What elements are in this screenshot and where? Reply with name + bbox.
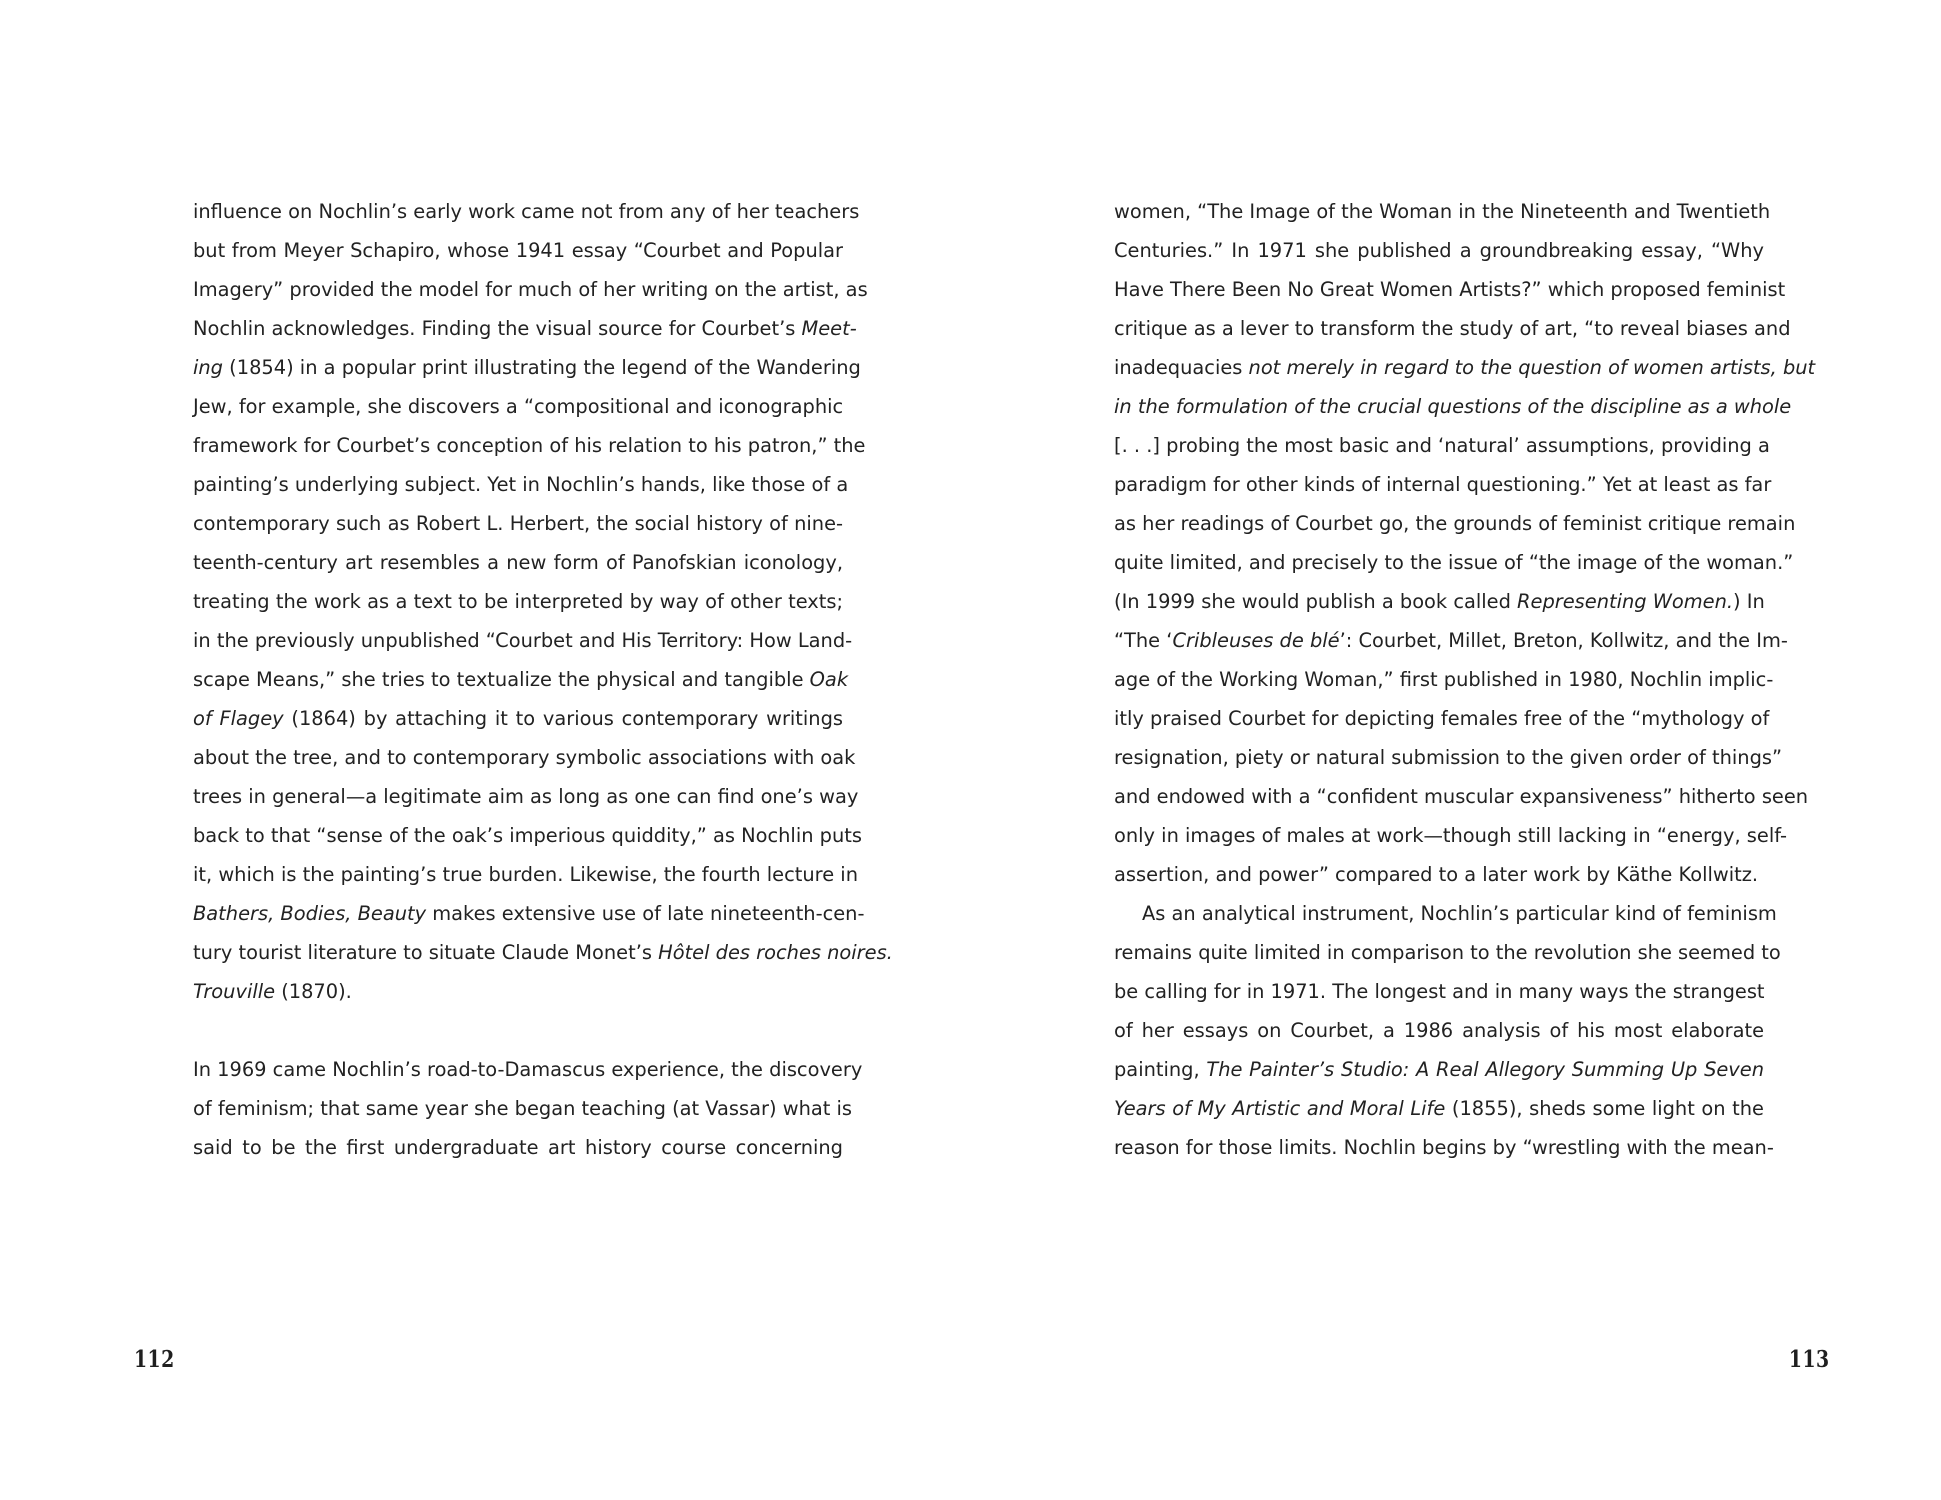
text-line <box>193 387 843 426</box>
text-run: it, which is the painting’s true burden. Likewise, the fourth lecture in <box>193 863 858 886</box>
text-line <box>1114 1128 1774 1167</box>
text-run: Have There Been No Great Women Artists?” which proposed feminist <box>1114 278 1786 301</box>
text-line <box>193 816 862 855</box>
text-line <box>193 1089 852 1128</box>
text-line <box>1114 426 1770 465</box>
text-line <box>193 855 858 894</box>
paragraph-gap <box>193 1011 843 1050</box>
text-run: inadequacies <box>1114 356 1249 379</box>
text-line <box>193 582 843 621</box>
text-run: (In 1999 she would publish a book called <box>1114 590 1518 613</box>
text-run: scape Means,” she tries to textualize the physical and tangible <box>193 668 810 691</box>
text-run: reason for those limits. Nochlin begins by “wrestling with the mean- <box>1114 1136 1774 1159</box>
italic-text-run: of Flagey <box>193 707 284 730</box>
text-line <box>193 738 856 777</box>
text-line <box>193 465 849 504</box>
text-line <box>1114 777 1809 816</box>
text-run: Centuries.” In 1971 she published a groundbreaking essay, “Why <box>1114 239 1764 262</box>
text-line <box>1114 192 1771 231</box>
italic-text-run: Hôtel des roches noires. <box>658 941 893 964</box>
text-line <box>193 699 843 738</box>
text-line <box>193 504 843 543</box>
text-run: and endowed with a “confident muscular expansiveness” hitherto seen <box>1114 785 1809 808</box>
text-line <box>1114 660 1774 699</box>
left-page <box>0 0 970 1500</box>
text-run: treating the work as a text to be interpreted by way of other texts; <box>193 590 843 613</box>
text-line <box>1114 699 1770 738</box>
text-run: age of the Working Woman,” first published in 1980, Nochlin implic- <box>1114 668 1774 691</box>
text-line <box>193 972 843 1011</box>
text-line <box>1114 465 1772 504</box>
italic-text-run: Bathers, Bodies, Beauty <box>193 902 427 925</box>
text-line <box>193 543 843 582</box>
text-run: contemporary such as Robert L. Herbert, the social history of nine- <box>193 512 843 535</box>
text-line <box>193 1050 863 1089</box>
text-run: framework for Courbet’s conception of his relation to his patron,” the <box>193 434 866 457</box>
text-line <box>1114 231 1764 270</box>
text-run: remains quite limited in comparison to the revolution she seemed to <box>1114 941 1781 964</box>
text-run: (1855), sheds some light on the <box>1445 1097 1764 1120</box>
text-run: itly praised Courbet for depicting females free of the “mythology of <box>1114 707 1770 730</box>
text-run: paradigm for other kinds of internal questioning.” Yet at least as far <box>1114 473 1772 496</box>
italic-text-run: Meet- <box>801 317 857 340</box>
italic-text-run: not merely in regard to the question of women artists, but <box>1248 356 1816 379</box>
text-run: of feminism; that same year she began teaching (at Vassar) what is <box>193 1097 852 1120</box>
text-run: about the tree, and to contemporary symbolic associations with oak <box>193 746 856 769</box>
text-line <box>1114 855 1764 894</box>
text-run: tury tourist literature to situate Claude Monet’s <box>193 941 659 964</box>
text-run: painting, <box>1114 1058 1207 1081</box>
text-line <box>193 1128 843 1167</box>
text-run: quite limited, and precisely to the issue of “the image of the woman.” <box>1114 551 1794 574</box>
text-line <box>1114 1050 1764 1089</box>
text-run: as her readings of Courbet go, the grounds of feminist critique remain <box>1114 512 1796 535</box>
italic-text-run: ing <box>193 356 223 379</box>
italic-text-run: Representing Women. <box>1517 590 1734 613</box>
text-run: said to be the first undergraduate art history course concerning <box>193 1136 843 1159</box>
text-run: In 1969 came Nochlin’s road-to-Damascus experience, the discovery <box>193 1058 863 1081</box>
text-run: “The ‘ <box>1114 629 1173 652</box>
text-line <box>193 660 849 699</box>
text-line <box>1114 1089 1764 1128</box>
text-run: ) In <box>1733 590 1765 613</box>
right-page-body-text <box>1114 192 1816 1167</box>
text-line <box>193 309 857 348</box>
text-run: but from Meyer Schapiro, whose 1941 essay “Courbet and Popular <box>193 239 843 262</box>
text-run: Jew, for example, she discovers a “compositional and iconographic <box>193 395 844 418</box>
text-run: Nochlin acknowledges. Finding the visual source for Courbet’s <box>193 317 802 340</box>
text-run: critique as a lever to transform the study of art, “to reveal biases and <box>1114 317 1791 340</box>
italic-text-run: Oak <box>809 668 849 691</box>
text-line <box>193 231 843 270</box>
text-line <box>1114 621 1788 660</box>
text-line <box>193 426 866 465</box>
italic-text-run: Cribleuses de blé <box>1172 629 1340 652</box>
text-line <box>1114 348 1816 387</box>
text-run: (1854) in a popular print illustrating the legend of the Wandering <box>223 356 861 379</box>
italic-text-run: Trouville <box>193 980 276 1003</box>
italic-text-run: The Painter’s Studio: A Real Allegory Summing Up Seven <box>1206 1058 1764 1081</box>
text-line <box>1114 738 1783 777</box>
text-run: back to that “sense of the oak’s imperious quiddity,” as Nochlin puts <box>193 824 862 847</box>
text-line <box>1114 894 1777 933</box>
text-run: be calling for in 1971. The longest and in many ways the strangest <box>1114 980 1765 1003</box>
italic-text-run: in the formulation of the crucial questions of the discipline as a whole <box>1114 395 1792 418</box>
text-run: painting’s underlying subject. Yet in Nochlin’s hands, like those of a <box>193 473 849 496</box>
text-line <box>193 777 859 816</box>
text-line <box>1114 582 1764 621</box>
left-page-body-text <box>193 192 893 1167</box>
text-run: only in images of males at work—though still lacking in “energy, self- <box>1114 824 1787 847</box>
text-line <box>193 933 893 972</box>
text-run: (1870). <box>275 980 352 1003</box>
left-page-number: 112 <box>134 1346 175 1373</box>
text-run: [. . .] probing the most basic and ‘natural’ assumptions, providing a <box>1114 434 1770 457</box>
text-line <box>1114 1011 1764 1050</box>
text-line <box>1114 543 1794 582</box>
text-line <box>1114 504 1796 543</box>
text-line <box>1114 933 1781 972</box>
right-page-number: 113 <box>1788 1346 1830 1373</box>
text-line <box>193 621 853 660</box>
text-line <box>193 192 860 231</box>
text-run: Imagery” provided the model for much of her writing on the artist, as <box>193 278 868 301</box>
text-run: in the previously unpublished “Courbet and His Territory: How Land- <box>193 629 853 652</box>
text-line <box>193 894 865 933</box>
text-line <box>1114 270 1786 309</box>
text-run: (1864) by attaching it to various contemporary writings <box>283 707 843 730</box>
right-page <box>970 0 1941 1500</box>
text-line <box>1114 387 1792 426</box>
text-run: women, “The Image of the Woman in the Nineteenth and Twentieth <box>1114 200 1771 223</box>
text-run: resignation, piety or natural submission to the given order of things” <box>1114 746 1783 769</box>
text-run: makes extensive use of late nineteenth-cen- <box>426 902 865 925</box>
italic-text-run: Years of My Artistic and Moral Life <box>1114 1097 1446 1120</box>
text-line <box>193 348 861 387</box>
text-run: of her essays on Courbet, a 1986 analysis of his most elaborate <box>1114 1019 1764 1042</box>
text-line <box>193 270 868 309</box>
text-run: assertion, and power” compared to a later work by Käthe Kollwitz. <box>1114 863 1759 886</box>
text-run: influence on Nochlin’s early work came not from any of her teachers <box>193 200 860 223</box>
text-run: As an analytical instrument, Nochlin’s particular kind of feminism <box>1142 902 1777 925</box>
text-run: teenth-century art resembles a new form of Panofskian iconology, <box>193 551 843 574</box>
text-run: trees in general—a legitimate aim as long as one can find one’s way <box>193 785 859 808</box>
text-line <box>1114 816 1787 855</box>
text-run: ’: Courbet, Millet, Breton, Kollwitz, and the Im- <box>1339 629 1788 652</box>
text-line <box>1114 309 1791 348</box>
text-line <box>1114 972 1764 1011</box>
